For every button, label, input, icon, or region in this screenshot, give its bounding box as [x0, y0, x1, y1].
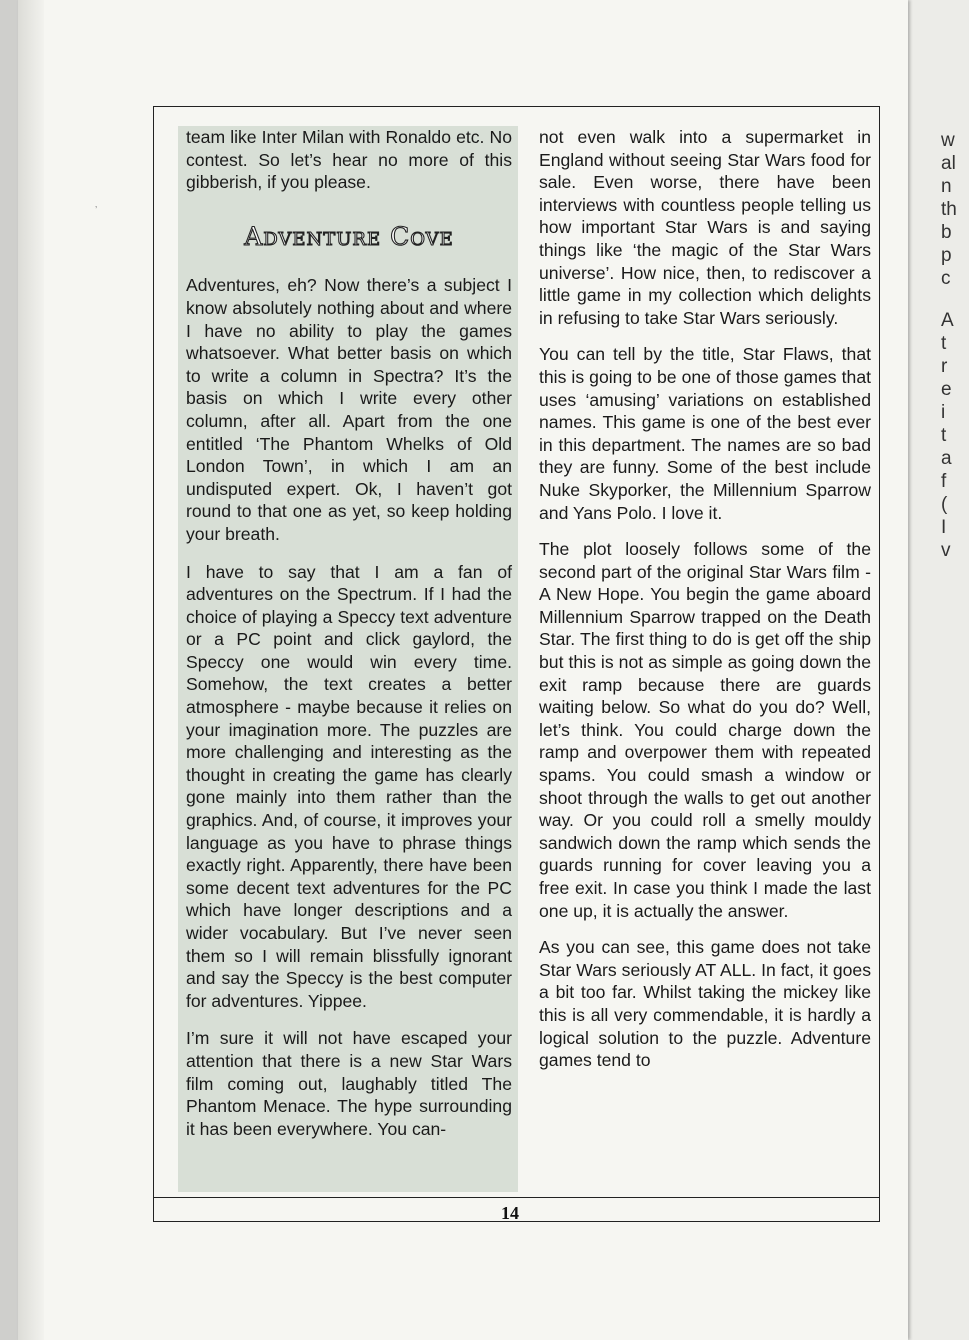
next-page-edge — [900, 0, 969, 1340]
body-paragraph: You can tell by the title, Star Flaws, that this is going to be one of those games that uses ‘amusing’ variations on established names. This game is one of the best ever in this department. The names are so bad they are funny. Some of the best include Nuke Skyporker, the Millennium Sparrow and Yans Polo. I love it. — [539, 344, 871, 523]
section-heading: Adventure Cove — [244, 221, 454, 251]
next-page-fragment: t — [941, 333, 947, 354]
next-page-fragment: v — [941, 540, 951, 561]
next-page-fragment: A — [941, 310, 954, 331]
next-page-fragment: e — [941, 379, 952, 400]
left-column — [178, 126, 518, 1192]
next-page-fragment: f — [941, 471, 947, 492]
footer-rule — [153, 1197, 880, 1198]
next-page-fragment: I — [941, 517, 947, 538]
next-page-fragment: ( — [941, 494, 948, 515]
page-stack-edge — [18, 0, 44, 1340]
scan-speck: ’ — [95, 205, 98, 216]
next-page-fragment: al — [941, 153, 956, 174]
body-paragraph: I have to say that I am a fan of adventures on the Spectrum. If I had the choice of playing a Speccy text adventure or a PC point and click gaylord, the Speccy one would win every time. Somehow, the text creates a better atmosphere - maybe because it relies on your imagination more. The puzzles are more challenging and interesting as the thought in creating the game has clearly gone mainly into them rather than the graphics. And, of course, it improves your language as you have to phrase things exactly right. Apparently, there have been some decent text adventures for the PC which have longer descriptions and a wider vocabulary. But I’ve never seen them so I will remain blissfully ignorant and say the Speccy is the best computer for adventures. Yippee. — [186, 561, 512, 1011]
next-page-fragment: th — [941, 199, 957, 220]
next-page-fragment: r — [941, 356, 948, 377]
body-paragraph: The plot loosely follows some of the second part of the original Star Wars film - A New Hope. You begin the game aboard Millennium Sparrow trapped on the Death Star. The first thing to do is get off the ship but this is not as simple as going down the exit ramp because there are guards waiting below. So what do you do? Well, let’s think. You could charge down the ramp and overpower them with repeated spams. You could smash a window or shoot through the walls to get out another way. Or you could roll a smelly mouldy sandwich down the ramp which sends the guards running for cover leaving you a free exit. In case you think I made the last one up, it is actually the answer. — [539, 539, 871, 921]
body-paragraph: As you can see, this game does not take Star Wars seriously AT ALL. In fact, it goes a bit too far. Whilst taking the mickey like this is all very commendable, it is hardly a logical solution to the puzzle. Adventure games tend to — [539, 937, 871, 1071]
next-page-fragment: i — [941, 402, 946, 423]
next-page-fragment: w — [941, 130, 955, 151]
next-page-fragment: p — [941, 245, 952, 266]
intro-paragraph: team like Inter Milan with Ronaldo etc. No contest. So let’s hear no more of this gibberish, if you please. — [186, 127, 512, 193]
next-page-fragment: c — [941, 268, 951, 289]
body-paragraph: Adventures, eh? Now there’s a subject I know absolutely nothing about and where I have no ability to play the games whatsoever. What better basis on which to write a column in Spectra? It’s the basis on which I write every other column, after all. Apart from the one entitled ‘The Phantom Whelks of Old London Town’, in which I am an undisputed expert. Ok, I haven’t got round to that one as yet, so keep holding your breath. — [186, 275, 512, 544]
page-number: 14 — [501, 1203, 519, 1223]
right-column — [535, 126, 873, 1086]
next-page-fragment: n — [941, 176, 952, 197]
next-page-fragment: b — [941, 222, 952, 243]
next-page-fragment: a — [941, 448, 952, 469]
body-paragraph: I’m sure it will not have escaped your attention that there is a new Star Wars film coming out, laughably titled The Phantom Menace. The hype surrounding it has been everywhere. You can- — [186, 1028, 512, 1139]
body-paragraph: not even walk into a supermarket in England without seeing Star Wars food for sale. Even worse, there have been interviews with countless people telling us how important Star Wars is and saying things like ‘the magic of the Star Wars universe’. How nice, then, to rediscover a little game in my collection which delights in refusing to take Star Wars seriously. — [539, 127, 871, 328]
next-page-fragment: t — [941, 425, 947, 446]
